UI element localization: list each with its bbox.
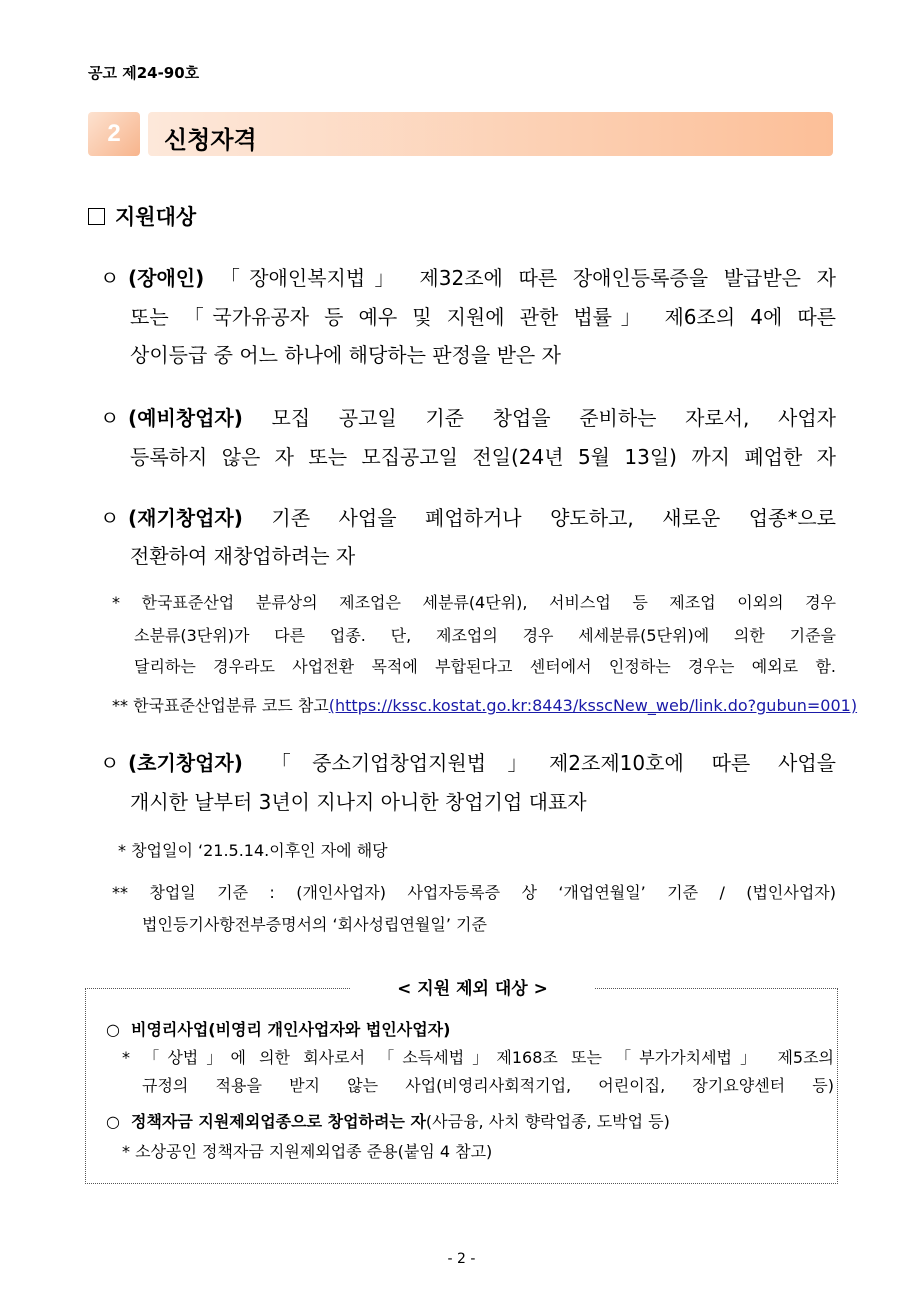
reference-line <box>112 696 857 716</box>
section-header-bar <box>148 112 833 156</box>
exclusion-title: < 지원 제외 대상 > <box>350 978 595 1000</box>
item-label: (장애인) <box>128 266 205 290</box>
circle-bullet-icon: ㅇ <box>100 751 120 775</box>
item-line: 또는 「국가유공자 등 예우 및 지원에 관한 법률」 제6조의 4에 따른 <box>130 305 836 329</box>
item-label: (예비창업자) <box>128 406 243 430</box>
note-line: * 「상법」에 의한 회사로서 「소득세법」제168조 또는 「부가가치세법」 제5조의 <box>122 1048 834 1067</box>
note-line: * 창업일이 ‘21.5.14.이후인 자에 해당 <box>118 841 388 860</box>
circle-bullet-icon: ㅇ <box>100 266 120 290</box>
item-line: 등록하지 않은 자 또는 모집공고일 전일(24년 5월 13일) 까지 폐업한 자 <box>130 445 836 469</box>
circle-bullet-icon: ㅇ <box>100 406 120 430</box>
note-line: 법인등기사항전부증명서의 ‘회사성립연월일’ 기준 <box>142 915 487 934</box>
notice-number: 공고 제24-90호 <box>88 64 200 82</box>
note-line: * 한국표준산업 분류상의 제조업은 세분류(4단위), 서비스업 등 제조업 이외의 경우 <box>112 593 836 612</box>
note-line: 규정의 적용을 받지 않는 사업(비영리사회적기업, 어린이집, 장기요양센터 등) <box>142 1076 834 1095</box>
item-line: (장애인) 「장애인복지법」 제32조에 따른 장애인등록증을 발급받은 자 <box>128 266 836 290</box>
exclusion-item: 비영리사업(비영리 개인사업자와 법인사업자) <box>131 1020 451 1039</box>
exclusion-item-detail: (사금융, 사치 향락업종, 도박업 등) <box>425 1112 670 1131</box>
item-line: (재기창업자) 기존 사업을 폐업하거나 양도하고, 새로운 업종*으로 <box>128 506 836 530</box>
subsection-title <box>88 201 196 231</box>
exclusion-item <box>131 1112 670 1132</box>
item-line: (초기창업자) 「중소기업창업지원법」제2조제10호에 따른 사업을 <box>128 751 837 775</box>
note-line: * 소상공인 정책자금 지원제외업종 준용(붙임 4 참고) <box>122 1142 493 1161</box>
page-number: - 2 - <box>447 1251 476 1267</box>
note-line: ** 창업일 기준 : (개인사업자) 사업자등록증 상 ‘개업연월일’ 기준 / (법인사업자) <box>112 883 836 902</box>
item-line: 개시한 날부터 3년이 지나지 아니한 창업기업 대표자 <box>130 790 587 814</box>
item-line: (예비창업자) 모집 공고일 기준 창업을 준비하는 자로서, 사업자 <box>128 406 836 430</box>
square-bullet-icon <box>88 208 105 225</box>
section-number: 2 <box>88 112 140 156</box>
note-line: 소분류(3단위)가 다른 업종. 단, 제조업의 경우 세세분류(5단위)에 의한 기준을 <box>134 626 836 645</box>
section-title: 신청자격 <box>164 126 257 154</box>
item-label: (초기창업자) <box>128 751 243 775</box>
circle-bullet-icon: ○ <box>106 1020 120 1039</box>
exclusion-item-bold: 정책자금 지원제외업종으로 창업하려는 자 <box>131 1112 426 1131</box>
item-line: 전환하여 재창업하려는 자 <box>130 544 356 568</box>
item-line: 상이등급 중 어느 하나에 해당하는 판정을 받은 자 <box>130 343 561 367</box>
reference-label: ** 한국표준산업분류 코드 참고 <box>112 696 329 715</box>
note-line: 달리하는 경우라도 사업전환 목적에 부합된다고 센터에서 인정하는 경우는 예외로 함. <box>134 657 836 676</box>
item-label: (재기창업자) <box>128 506 243 530</box>
circle-bullet-icon: ㅇ <box>100 506 120 530</box>
kssc-link[interactable]: (https://kssc.kostat.go.kr:8443/ksscNew_web/link.do?gubun=001) <box>328 696 858 715</box>
subsection-title-text: 지원대상 <box>115 205 197 229</box>
circle-bullet-icon: ○ <box>106 1112 120 1131</box>
